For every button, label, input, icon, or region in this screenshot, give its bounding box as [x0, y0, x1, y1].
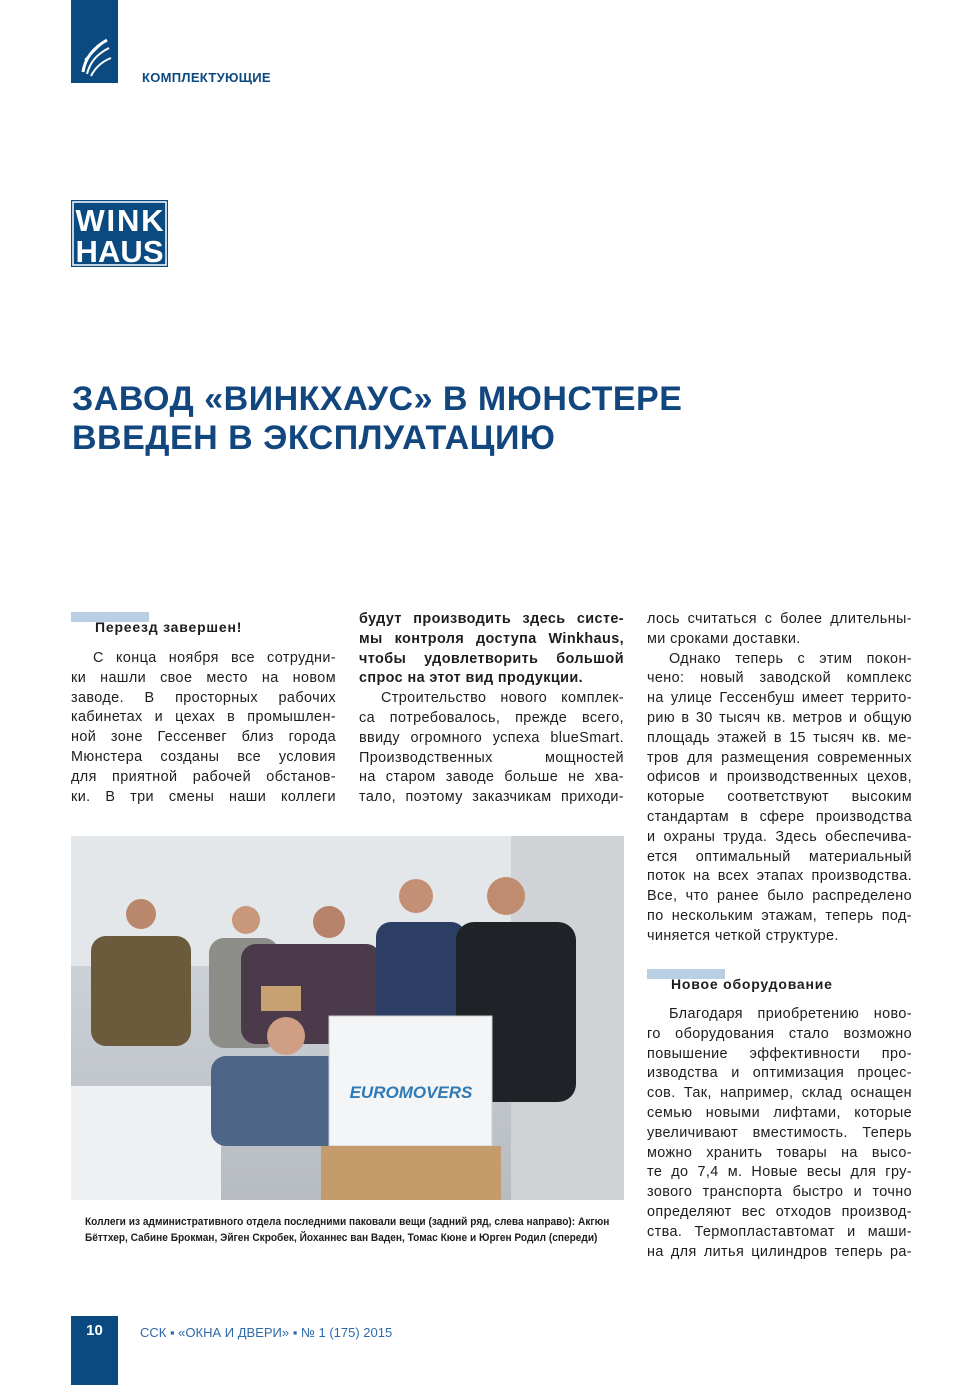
brand-swoosh-icon: [71, 0, 118, 83]
text-line: стандартам в сфере производства: [647, 808, 912, 825]
text-line: изводства и оптимизация процес-: [647, 1065, 912, 1082]
text-line: которые соответствуют высоким: [647, 789, 912, 806]
text-line: го оборудования стало возможно: [647, 1025, 912, 1042]
text-line: заводе. В просторных рабочих: [71, 689, 336, 706]
text-line: поток на всех этапах производства.: [647, 868, 912, 885]
text-line: зового транспорта быстро и точно: [647, 1184, 912, 1201]
text-line: повышение эффективности про-: [647, 1045, 912, 1062]
text-line: определяют вес отходов производ-: [647, 1203, 912, 1220]
text-line: кабинетах и цехах в промышлен-: [71, 709, 336, 726]
title-line-1: ЗАВОД «ВИНКХАУС» В МЮНСТЕРЕ: [72, 380, 683, 418]
text-line: чено: новый заводской комплекс: [647, 670, 912, 687]
text-column-2: [359, 610, 624, 808]
text-line: на улице Гессенбуш имеет террито-: [647, 690, 912, 707]
winkhaus-logo: [71, 200, 168, 267]
subheading-text: Переезд завершен!: [95, 619, 243, 635]
text-line: для приятной рабочей обстанов-: [71, 768, 336, 785]
text-line: чиняется четкой структуре.: [647, 927, 839, 944]
text-line: ства. Термопластавтомат и маши-: [647, 1223, 912, 1240]
text-line: площадь этажей в 15 тысяч кв. ме-: [647, 729, 912, 746]
text-line: увеличивают вместимость. Теперь: [647, 1124, 912, 1141]
text-line: чтобы удовлетворить большой: [359, 650, 624, 667]
text-line: Мюнстера созданы все условия: [71, 748, 336, 765]
text-line: Благодаря приобретению ново-: [669, 1006, 912, 1022]
text-line: сов. Так, например, склад оснащен: [647, 1085, 912, 1102]
text-line: тров для размещения современных: [647, 749, 912, 766]
subheading-move-complete: [95, 619, 242, 635]
box-label: EUROMOVERS: [349, 1083, 473, 1102]
text-line: ввиду огромного успеха blueSmart.: [359, 729, 624, 746]
text-line: ки. В три смены наши коллеги: [71, 788, 336, 805]
text-line: мы контроля доступа Winkhaus,: [359, 630, 624, 647]
title-line-2: ВВЕДЕН В ЭКСПЛУАТАЦИЮ: [72, 419, 556, 457]
team-photo: [71, 836, 624, 1200]
photo-caption: Коллеги из административного отдела последними паковали вещи (задний ряд, слева направо): Акгюн Бёттхер, Сабине Брокман, Эйген Скробек, Йоханнес ван Ваден, Томас Кюне и Юрген Родил (спереди): [85, 1216, 610, 1244]
text-line: рию в 30 тысяч кв. метров и общую: [647, 709, 912, 726]
text-line: можно хранить товары на высо-: [647, 1144, 912, 1161]
page-number-box: [71, 1316, 118, 1385]
text-line: те до 7,4 м. Новые весы для гру-: [647, 1164, 912, 1181]
text-line: Строительство нового комплек-: [381, 690, 624, 707]
text-line: на старом заводе больше не хва-: [359, 769, 624, 786]
article-title: [72, 380, 682, 458]
text-line: офисов и производственных цехов,: [647, 769, 912, 786]
section-label: КОМПЛЕКТУЮЩИЕ: [142, 70, 271, 85]
text-line: ется оптимальный материальный: [647, 848, 912, 865]
text-line: ми сроками доставки.: [647, 630, 801, 647]
subheading-text: Новое оборудование: [671, 976, 833, 992]
text-line: и охраны труда. Здесь обеспечива-: [647, 828, 912, 845]
text-line: будут производить здесь систе-: [359, 611, 624, 627]
text-line: Однако теперь с этим покон-: [669, 650, 912, 667]
page-number: 10: [86, 1322, 103, 1339]
text-line: С конца ноября все сотрудни-: [93, 650, 336, 666]
text-line: ки нашли свое место на новом: [71, 669, 336, 686]
text-line: Все, что ранее было распределено: [647, 888, 912, 905]
text-line: спрос на этот вид продукции.: [359, 670, 584, 687]
text-column-3-continued: [647, 1005, 912, 1262]
text-line: на для литья цилиндров теперь ра-: [647, 1243, 912, 1260]
svg-text:WINK: WINK: [75, 203, 164, 238]
text-column-3: [647, 610, 912, 947]
text-line: лось считаться с более длительны-: [647, 611, 912, 627]
svg-text:HAUS: HAUS: [75, 234, 164, 267]
text-line: тало, поэтому заказчикам приходи-: [359, 789, 624, 806]
text-line: са потребовалось, прежде всего,: [359, 709, 624, 726]
section-tab: [71, 0, 118, 83]
publication-footer: ССК ▪ «ОКНА И ДВЕРИ» ▪ № 1 (175) 2015: [140, 1325, 393, 1340]
subheading-new-equipment: [671, 976, 833, 992]
text-line: семью новыми лифтами, которые: [647, 1104, 912, 1121]
text-line: по нескольким этажам, теперь под-: [647, 907, 912, 924]
text-line: Производственных мощностей: [359, 749, 624, 766]
text-line: ной зоне Гессенвег близ города: [71, 729, 336, 746]
text-column-1: [71, 649, 336, 807]
